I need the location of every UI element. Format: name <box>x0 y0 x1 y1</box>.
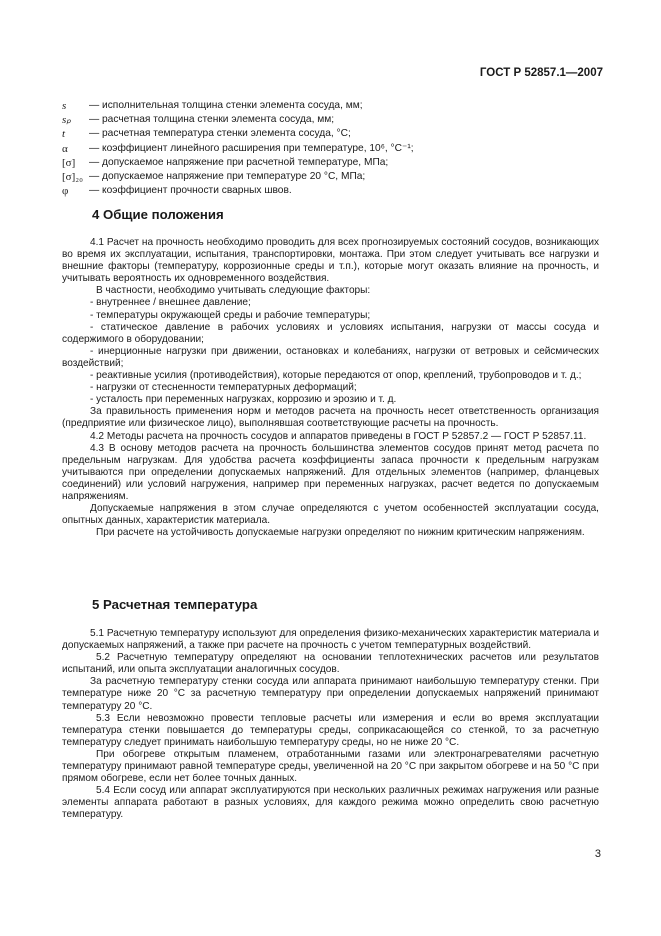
list-item: - усталость при переменных нагрузках, коррозию и эрозию и т. д. <box>90 394 397 406</box>
list-item: - температуры окружающей среды и рабочие температуры; <box>90 309 371 321</box>
symbol-key: t <box>62 128 66 141</box>
symbol-key: [σ] <box>62 156 76 169</box>
paragraph: 5.4 Если сосуд или аппарат эксплуатируются при нескольких различных режимах нагружения или разные элементы аппарата работают в разных условиях, для каждого режима можно определить свою расчетную температуру. <box>62 785 599 821</box>
paragraph: При обогреве открытым пламенем, отработанными газами или электронагревателями расчетную температуру принимают равной температуре среды, увеличенной на 20 °С при закрытом обогреве и на 50 °С при прямом обогреве, если нет более точных данных. <box>62 748 599 785</box>
list-item: - нагрузки от стесненности температурных деформаций; <box>90 382 357 394</box>
section-5-title: 5 Расчетная температура <box>92 597 258 612</box>
symbol-key: sₚ <box>62 114 71 127</box>
symbol-row <box>62 113 602 127</box>
section-4-body <box>62 237 599 539</box>
symbol-row <box>62 99 602 113</box>
paragraph: Допускаемые напряжения в этом случае определяются с учетом особенностей эксплуатации сосуда, опытных данных, характеристик материала. <box>62 503 599 527</box>
paragraph: За расчетную температуру стенки сосуда или аппарата принимают наибольшую температуру стенки. При температуре ниже 20 °С за расчетную температуру при определении допускаемых напряжений принимают температуру 20 °С. <box>62 676 599 712</box>
list-item: - внутреннее / внешнее давление; <box>90 297 251 309</box>
symbol-key: α <box>62 142 68 155</box>
section-5-body <box>62 628 599 822</box>
symbol-row <box>62 127 602 141</box>
symbols-list <box>62 99 602 198</box>
page-number: 3 <box>594 848 601 860</box>
symbol-key: [σ]₂₀ <box>62 171 83 184</box>
paragraph: В частности, необходимо учитывать следующие факторы: <box>96 285 371 297</box>
list-item: - статическое давление в рабочих условиях и условиях испытания, нагрузки от массы сосуда и содержимого в оборудовании; <box>62 321 599 345</box>
document-header: ГОСТ Р 52857.1—2007 <box>479 67 603 79</box>
section-4-title: 4 Общие положения <box>92 207 224 222</box>
symbol-desc: — коэффициент прочности сварных швов. <box>89 185 292 197</box>
symbol-desc: — коэффициент линейного расширения при температуре, 10⁶, °С⁻¹; <box>89 142 414 154</box>
paragraph: 4.3 В основу методов расчета на прочность большинства элементов сосудов принят метод расчета по предельным нагрузкам. Для удобства расчета коэффициенты запаса прочности к предельным нагрузкам учитываются при определении допускаемых напряжений. Для отдельных элементов (например, фланцевых соединений) или условий нагружения, например при переменных нагрузках, расчет ведется по допускаемым напряжениям. <box>62 442 599 502</box>
paragraph: 4.2 Методы расчета на прочность сосудов и аппаратов приведены в ГОСТ Р 52857.2 — ГОСТ Р 52857.11. <box>90 430 587 442</box>
paragraph: За правильность применения норм и методов расчета на прочность несет ответственность организация (предприятие или физическое лицо), выполнявшая соответствующие расчеты на прочность. <box>62 406 599 430</box>
symbol-row <box>62 142 602 156</box>
symbol-row <box>62 184 602 198</box>
paragraph: 4.1 Расчет на прочность необходимо проводить для всех прогнозируемых состояний сосудов, возникающих во время их эксплуатации, испытания, транспортировки, монтажа. При этом следует учитывать все нагрузки и внешние факторы (температуру, коррозионные среды и т.п.), которые могут оказать влияние на прочность, и учитывать вероятность их одновременного воздействия. <box>62 237 599 285</box>
symbol-key: φ <box>62 185 69 198</box>
symbol-desc: — исполнительная толщина стенки элемента сосуда, мм; <box>89 100 363 111</box>
symbol-desc: — допускаемое напряжение при расчетной температуре, МПа; <box>89 156 389 168</box>
paragraph: 5.1 Расчетную температуру используют для определения физико-механических характеристик материала и допускаемых напряжений, а также при расчете на прочность с учетом температурных воздействий. <box>62 628 599 652</box>
symbol-desc: — допускаемое напряжение при температуре 20 °С, МПа; <box>89 171 366 183</box>
symbol-desc: — расчетная температура стенки элемента сосуда, °С; <box>89 128 351 140</box>
symbol-key: s <box>62 100 67 112</box>
symbol-desc: — расчетная толщина стенки элемента сосуда, мм; <box>89 114 335 126</box>
list-item: - инерционные нагрузки при движении, остановках и колебаниях, нагрузки от ветровых и сейсмических воздействий; <box>62 345 599 369</box>
paragraph: При расчете на устойчивость допускаемые нагрузки определяют по нижним критическим напряжениям. <box>96 527 585 539</box>
paragraph: 5.2 Расчетную температуру определяют на основании теплотехнических расчетов или результатов испытаний, или опыта эксплуатации аналогичных сосудов. <box>62 652 599 676</box>
list-item: - реактивные усилия (противодействия), которые передаются от опор, креплений, трубопроводов и т. д.; <box>90 370 582 382</box>
symbol-row <box>62 170 602 184</box>
symbol-row <box>62 156 602 170</box>
paragraph: 5.3 Если невозможно провести тепловые расчеты или измерения и если во время эксплуатации температура стенки повышается до температуры среды, соприкасающейся со стенкой, то за расчетную температуру следует принимать наибольшую температуру среды, но не ниже 20 °С. <box>62 712 599 748</box>
